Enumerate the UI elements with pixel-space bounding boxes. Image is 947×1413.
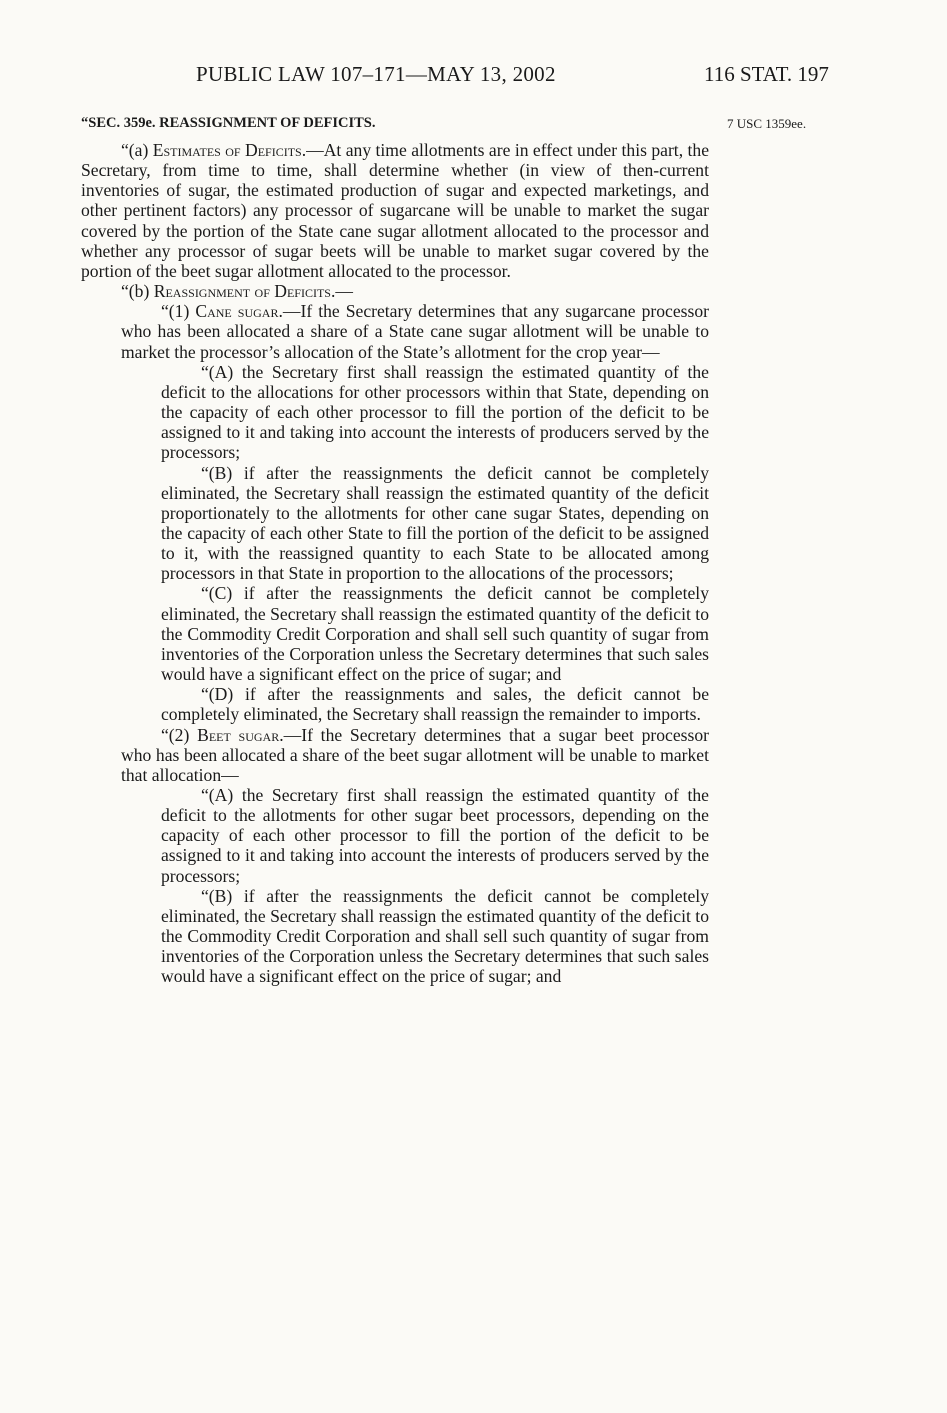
clause-1a: “(A) the Secretary first shall reassign the estimated quantity of the deficit to the allocations for other processors within that State, depending on the capacity of each other processor to fill the portion of the deficit to be assigned to it and taking into account the interests of producers served by the processors; bbox=[161, 361, 709, 463]
clause-2b: “(B) if after the reassignments the deficit cannot be completely eliminated, the Secretary shall reassign the estimated quantity of the deficit to the Commodity Credit Corporation and shall sell such quantity of sugar from inventories of the Corporation unless the Secretary determines that such sales would have a significant effect on the price of sugar; and bbox=[161, 885, 709, 987]
paragraph-2-caption: Beet sugar bbox=[197, 724, 280, 745]
paragraph-1-text: .—If the Secretary determines that any sugarcane processor who has been allocated a share of a State cane sugar allotment will be unable to market the processor’s allocation of the State’s allotment for the crop year— bbox=[121, 301, 709, 362]
section-body bbox=[81, 140, 709, 987]
clause-1d: “(D) if after the reassignments and sales, the deficit cannot be completely eliminated, the Secretary shall reassign the remainder to imports. bbox=[161, 684, 709, 725]
subsection-a-lead: “(a) bbox=[121, 140, 153, 160]
law-title: PUBLIC LAW 107–171—MAY 13, 2002 bbox=[196, 62, 556, 86]
subsection-b bbox=[81, 281, 709, 301]
subsection-a-text: .—At any time allotments are in effect under this part, the Secretary, from time to time, shall determine whether (in view of then-current inventories of sugar, the estimated production of sugar and expected marketings, and other pertinent factors) any processor of sugarcane will be unable to market the sugar covered by the portion of the State cane sugar allotment allocated to the processor and whether any processor of sugar beets will be unable to market sugar covered by the portion of the beet sugar allotment allocated to the processor. bbox=[81, 140, 710, 281]
paragraph-1-lead: “(1) bbox=[161, 301, 196, 322]
clause-1c: “(C) if after the reassignments the deficit cannot be completely eliminated, the Secretary shall reassign the estimated quantity of the deficit to the Commodity Credit Corporation and shall sell such quantity of sugar from inventories of the Corporation unless the Secretary determines that such sales would have a significant effect on the price of sugar; and bbox=[161, 583, 709, 685]
paragraph-2-beet-sugar bbox=[81, 725, 709, 785]
subsection-b-text: .— bbox=[330, 281, 353, 302]
paragraph-1-cane-sugar bbox=[81, 301, 709, 361]
paragraph-2-text: .—If the Secretary determines that a sugar beet processor who has been allocated a share of the beet sugar allotment will be unable to market that allocation— bbox=[121, 724, 709, 785]
subsection-a-caption: Estimates of Deficits bbox=[152, 140, 302, 160]
usc-margin-note: 7 USC 1359ee. bbox=[727, 116, 807, 131]
clause-2a: “(A) the Secretary first shall reassign the estimated quantity of the deficit to the allotments for other sugar beet processors, depending on the capacity of each other processor to fill the portion of the deficit to be assigned to it and taking into account the interests of producers served by the processors; bbox=[161, 785, 709, 886]
section-heading: “SEC. 359e. REASSIGNMENT OF DEFICITS. bbox=[81, 115, 376, 131]
subsection-b-lead: “(b) bbox=[121, 281, 154, 302]
running-header bbox=[0, 62, 947, 92]
paragraph-1-caption: Cane sugar bbox=[195, 301, 279, 322]
subsection-a bbox=[81, 140, 709, 281]
statute-page-reference: 116 STAT. 197 bbox=[704, 62, 829, 86]
paragraph-2-lead: “(2) bbox=[161, 724, 198, 745]
subsection-b-caption: Reassignment of Deficits bbox=[153, 281, 331, 302]
clause-1b: “(B) if after the reassignments the deficit cannot be completely eliminated, the Secretary shall reassign the estimated quantity of the deficit proportionately to the allotments for other cane sugar States, depending on the capacity of each other State to fill the portion of the deficit to be assigned to it, with the reassigned quantity to each State to be allocated among processors in that State in proportion to the allocations of the processors; bbox=[161, 462, 709, 584]
